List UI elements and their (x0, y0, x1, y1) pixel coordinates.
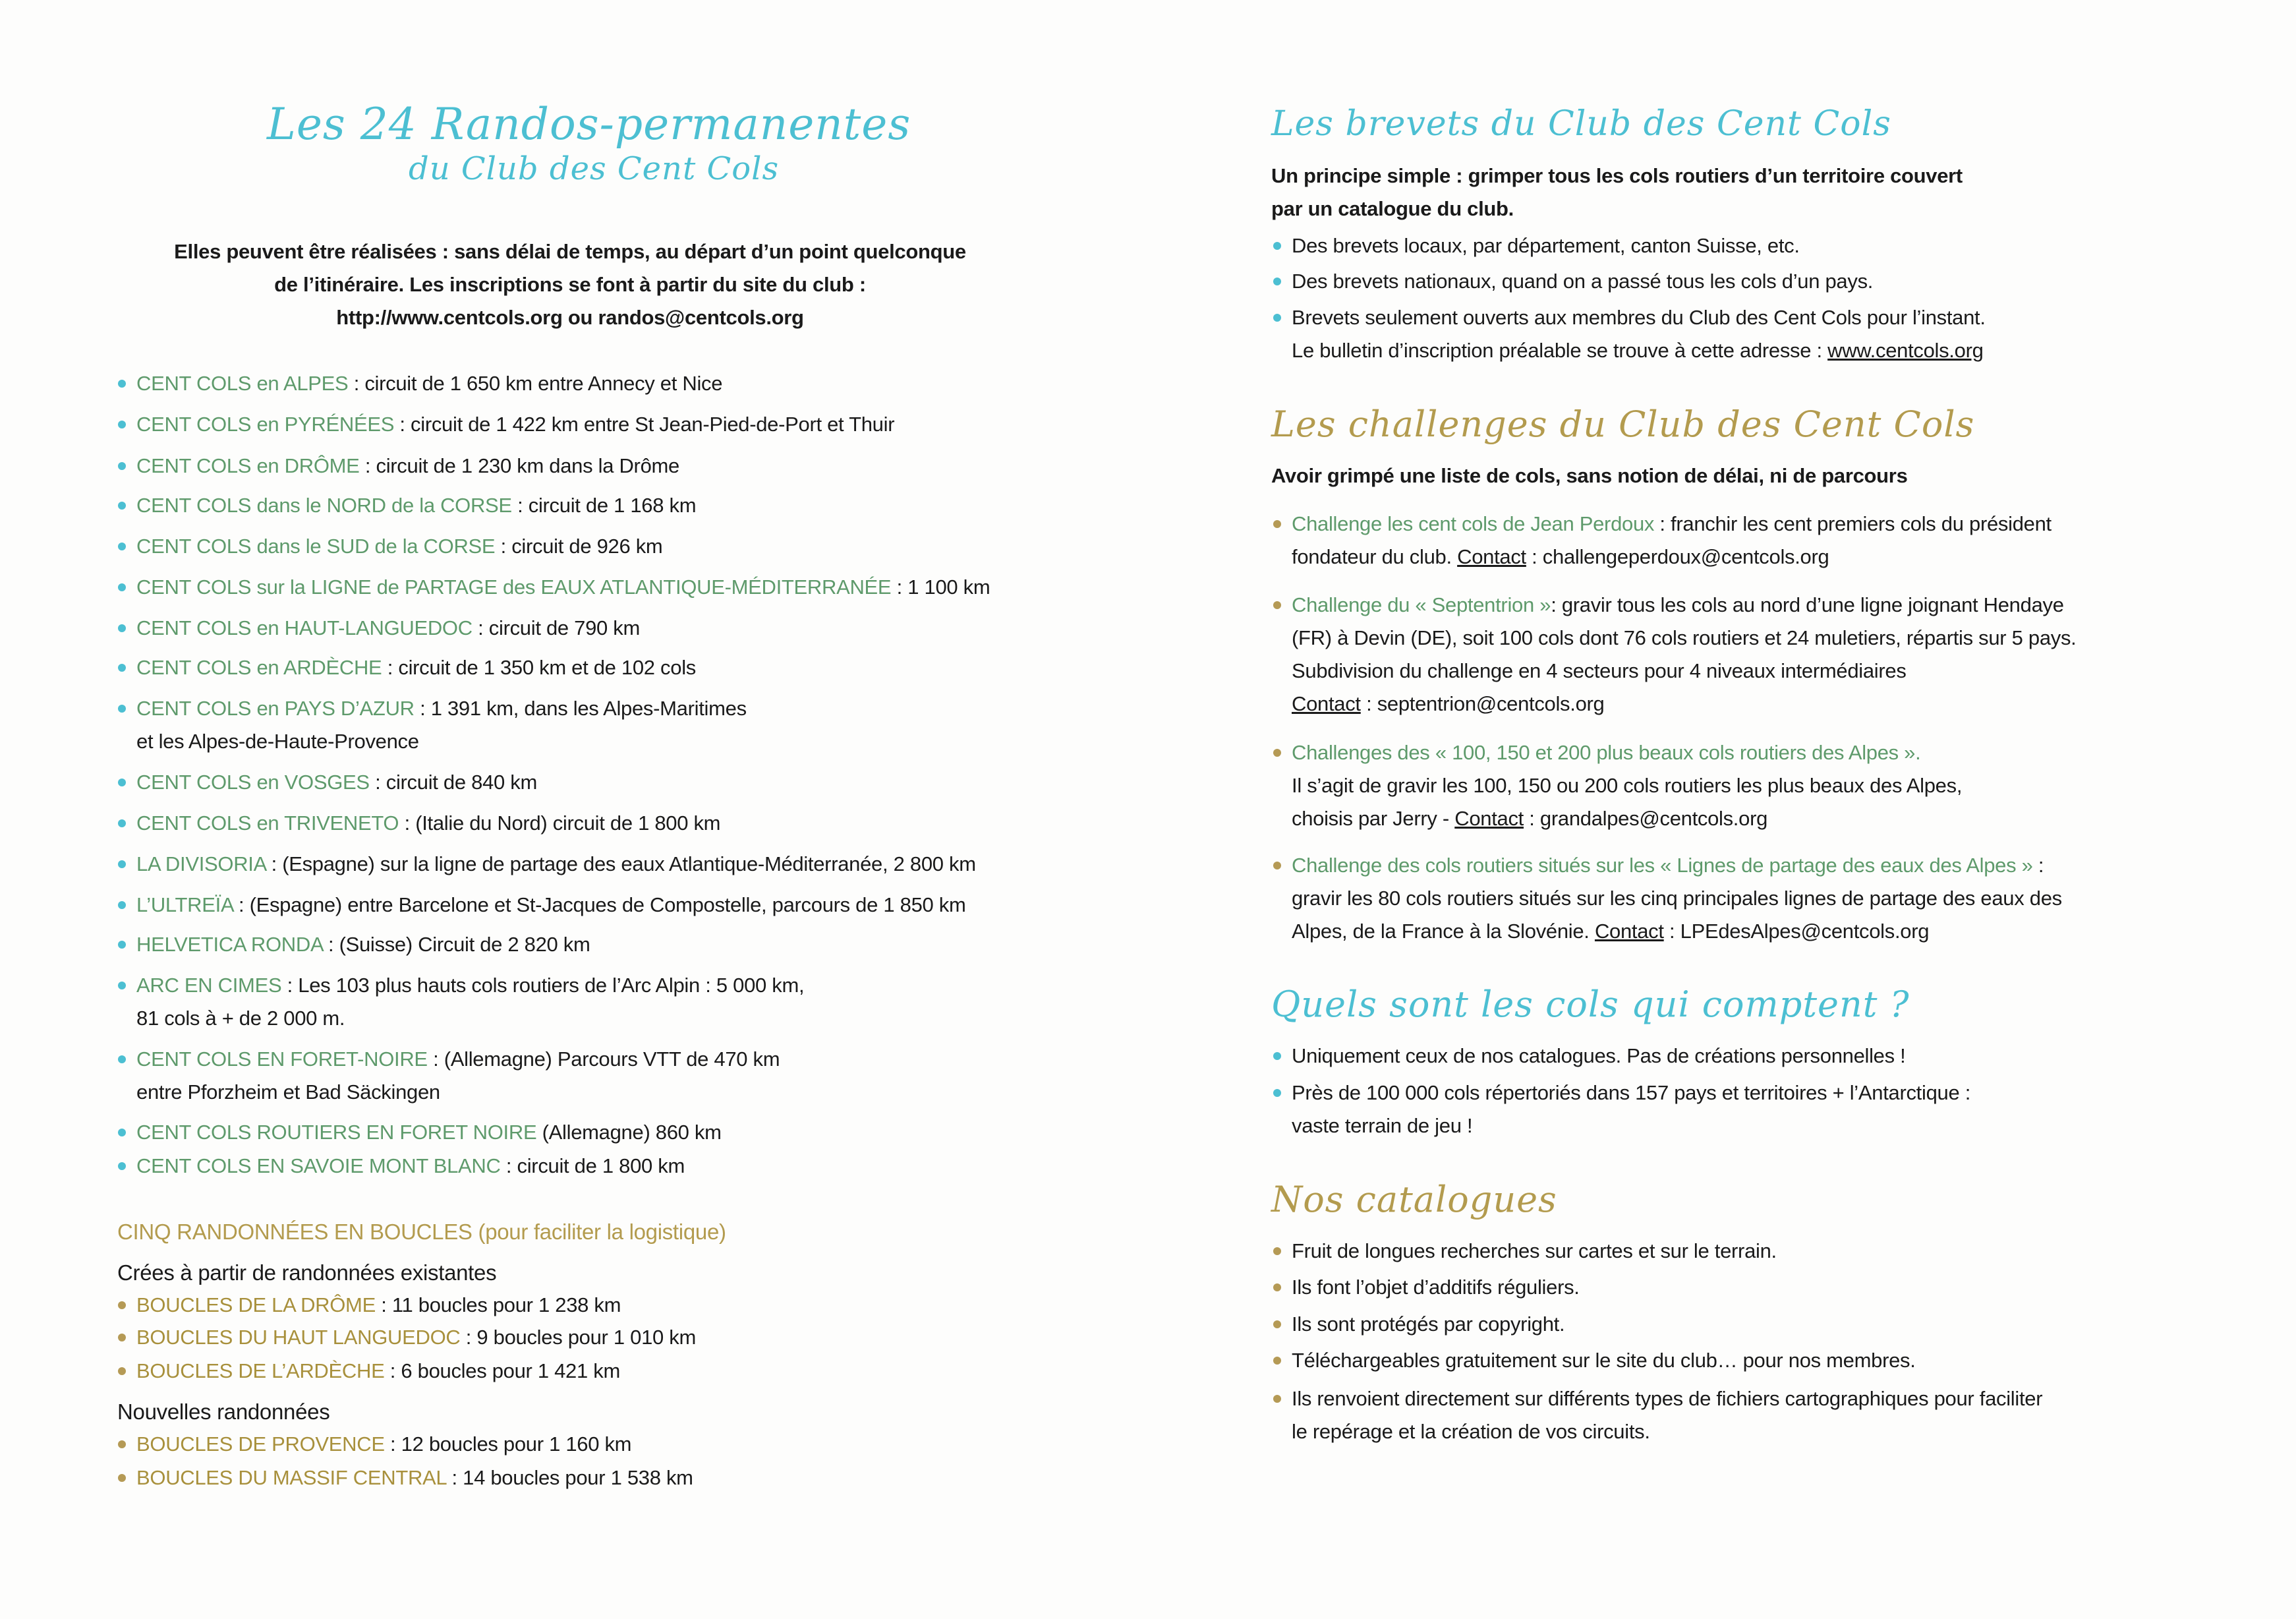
challenge-contact-email: : septentrion@centcols.org (1360, 692, 1605, 715)
catalogues-title: Nos catalogues (1271, 1179, 1557, 1220)
item-desc: : (Italie du Nord) circuit de 1 800 km (399, 811, 721, 835)
bullet-icon (118, 1162, 126, 1170)
challenge-text: : franchir les cent premiers cols du président (1654, 512, 2052, 535)
challenge-text: fondateur du club. (1292, 545, 1458, 568)
bullet-icon (118, 502, 126, 510)
item-line (1292, 229, 1800, 262)
challenge-line (1292, 736, 1962, 769)
brevets-title: Les brevets du Club des Cent Cols (1271, 104, 1891, 144)
challenge-name: Challenge des cols routiers situés sur les « Lignes de partage des eaux des Alpes » (1292, 854, 2033, 877)
intro-line: Elles peuvent être réalisées : sans délai de temps, au départ d’un point quelconque (174, 240, 966, 263)
item-line (1292, 1271, 1580, 1304)
item-text: Ils sont protégés par copyright. (1292, 1312, 1565, 1336)
bullet-icon (118, 421, 126, 428)
brevets-lead-line: par un catalogue du club. (1271, 197, 1514, 220)
challenge-item (1292, 589, 2076, 721)
item-text: Des brevets nationaux, quand on a passé tous les cols d’un pays. (1292, 270, 1874, 293)
list-item (136, 367, 722, 400)
item-text: Ils font l’objet d’additifs réguliers. (1292, 1276, 1580, 1299)
item-continuation (136, 1076, 780, 1109)
bullet-icon (1273, 1395, 1281, 1403)
item-line (1292, 1382, 2042, 1415)
challenge-line (1292, 882, 2062, 915)
list-item (136, 889, 965, 922)
list-item (136, 530, 662, 563)
item-name: CENT COLS en ARDÈCHE (136, 656, 382, 679)
list-item (136, 612, 640, 645)
item-line (1292, 265, 1873, 298)
item-desc: : circuit de 1 168 km (511, 494, 697, 517)
bullet-icon (1273, 1247, 1281, 1255)
item-name: CENT COLS en DRÔME (136, 454, 360, 477)
loops-heading-note: (pour faciliter la logistique) (472, 1220, 726, 1244)
item-name: CENT COLS sur la LIGNE de PARTAGE des EAUX ATLANTIQUE-MÉDITERRANÉE (136, 575, 892, 599)
item-name: BOUCLES DU MASSIF CENTRAL (136, 1466, 447, 1489)
item-text: Ils renvoient directement sur différents types de fichiers cartographiques pour faciliter (1292, 1387, 2043, 1410)
item-line (1292, 1040, 1905, 1073)
item-name: CENT COLS dans le NORD de la CORSE (136, 494, 512, 517)
bullet-icon (118, 543, 126, 550)
challenge-text: Il s’agit de gravir les 100, 150 ou 200 cols routiers les plus beaux des Alpes, (1292, 774, 1963, 797)
item-desc: : Les 103 plus hauts cols routiers de l’Arc Alpin : 5 000 km, (281, 974, 805, 997)
challenge-item (1292, 736, 1962, 835)
challenge-line (1292, 688, 2076, 721)
list-item (1292, 1040, 1905, 1073)
item-name: CENT COLS en PYRÉNÉES (136, 413, 395, 436)
item-desc: : 14 boucles pour 1 538 km (446, 1466, 693, 1489)
item-line (136, 848, 976, 881)
list-item (136, 1289, 621, 1322)
item-line (136, 1043, 780, 1076)
bullet-icon (118, 1334, 126, 1341)
bullet-icon (1273, 314, 1281, 322)
bullet-icon (118, 664, 126, 672)
item-desc: : (Espagne) sur la ligne de partage des eaux Atlantique-Méditerranée, 2 800 km (266, 852, 976, 875)
item-line (136, 1428, 631, 1461)
item-name: HELVETICA RONDA (136, 933, 323, 956)
list-item (1292, 1382, 2042, 1448)
contact-link[interactable]: Contact (1454, 807, 1524, 830)
bullet-icon (118, 380, 126, 388)
item-line (136, 489, 696, 522)
item-desc: : circuit de 790 km (472, 616, 640, 639)
item-line (136, 530, 662, 563)
list-item (136, 1043, 780, 1109)
intro-line: de l’itinéraire. Les inscriptions se font à partir du site du club : (274, 273, 866, 296)
challenge-item (1292, 508, 2052, 574)
item-line (136, 928, 590, 961)
item-line (136, 1461, 693, 1494)
list-item (136, 1150, 685, 1183)
item-line (136, 1150, 685, 1183)
item-name: LA DIVISORIA (136, 852, 266, 875)
challenge-contact-email: : LPEdesAlpes@centcols.org (1663, 920, 1930, 943)
left-title: Les 24 Randos-permanentes (267, 99, 911, 150)
intro-link-line[interactable]: http://www.centcols.org ou randos@centcols.org (336, 306, 804, 329)
list-item (136, 1461, 693, 1494)
intro (119, 235, 1021, 334)
contact-link[interactable]: Contact (1457, 545, 1526, 568)
item-name: CENT COLS ROUTIERS EN FORET NOIRE (136, 1121, 537, 1144)
item-name: BOUCLES DE PROVENCE (136, 1432, 385, 1456)
item-cont: vaste terrain de jeu ! (1292, 1114, 1473, 1137)
challenge-text: Subdivision du challenge en 4 secteurs pour 4 niveaux intermédiaires (1292, 659, 1907, 682)
challenge-contact-email: : grandalpes@centcols.org (1523, 807, 1768, 830)
item-text: Près de 100 000 cols répertoriés dans 157 pays et territoires + l’Antarctique : (1292, 1081, 1971, 1104)
item-desc: (Allemagne) 860 km (536, 1121, 722, 1144)
item-cont: Le bulletin d’inscription préalable se trouve à cette adresse : (1292, 339, 1828, 362)
item-line (136, 1116, 722, 1149)
item-continuation (136, 1002, 804, 1035)
list-item (136, 692, 747, 758)
bullet-icon (1273, 1052, 1281, 1060)
list-item (136, 848, 976, 881)
item-line (136, 692, 747, 725)
challenge-line (1292, 508, 2052, 541)
list-item (136, 651, 696, 684)
challenge-line (1292, 802, 1962, 835)
item-name: BOUCLES DU HAUT LANGUEDOC (136, 1326, 461, 1349)
item-line (136, 408, 894, 441)
list-item (136, 1116, 722, 1149)
item-line (136, 367, 722, 400)
item-desc: : circuit de 1 422 km entre St Jean-Pied-de-Port et Thuir (394, 413, 895, 436)
item-cont: et les Alpes-de-Haute-Provence (136, 730, 419, 753)
item-cont: le repérage et la création de vos circuits. (1292, 1420, 1650, 1443)
challenge-line (1292, 589, 2076, 622)
item-name: CENT COLS dans le SUD de la CORSE (136, 535, 496, 558)
item-line (136, 889, 965, 922)
item-name: CENT COLS en TRIVENETO (136, 811, 399, 835)
item-name: BOUCLES DE LA DRÔME (136, 1293, 376, 1316)
bullet-icon (118, 860, 126, 868)
item-desc: : (Allemagne) Parcours VTT de 470 km (427, 1047, 780, 1071)
challenge-name: Challenge du « Septentrion » (1292, 593, 1551, 616)
bullet-icon (1273, 862, 1281, 869)
item-name: L’ULTREÏA (136, 893, 233, 916)
list-item (1292, 1344, 1916, 1377)
item-line (1292, 1076, 1970, 1109)
bullet-icon (1273, 1283, 1281, 1291)
website-link[interactable]: www.centcols.org (1827, 339, 1984, 362)
list-item (136, 928, 590, 961)
bullet-icon (118, 982, 126, 989)
bullet-icon (118, 941, 126, 949)
bullet-icon (118, 583, 126, 591)
bullet-icon (1273, 749, 1281, 757)
challenge-text: : gravir tous les cols au nord d’une ligne joignant Hendaye (1551, 593, 2064, 616)
challenge-text: (FR) à Devin (DE), soit 100 cols dont 76 cols routiers et 24 muletiers, répartis sur 5 pays. (1292, 626, 2077, 649)
item-line (136, 612, 640, 645)
item-desc: : circuit de 926 km (495, 535, 663, 558)
challenge-line (1292, 541, 2052, 574)
challenge-contact-email: : challengeperdoux@centcols.org (1526, 545, 1829, 568)
item-cont: 81 cols à + de 2 000 m. (136, 1007, 345, 1030)
list-item (136, 807, 720, 840)
bullet-icon (118, 1129, 126, 1136)
challenge-name: Challenges des « 100, 150 et 200 plus beaux cols routiers des Alpes ». (1292, 741, 1921, 764)
bullet-icon (1273, 1089, 1281, 1097)
item-desc: : 9 boucles pour 1 010 km (460, 1326, 696, 1349)
list-item (136, 489, 696, 522)
list-item (136, 450, 679, 483)
bullet-icon (118, 819, 126, 827)
item-line (136, 450, 679, 483)
item-line (136, 766, 537, 799)
list-item (136, 1321, 696, 1354)
item-name: CENT COLS en PAYS D’AZUR (136, 697, 415, 720)
bullet-icon (1273, 520, 1281, 528)
bullet-icon (118, 1474, 126, 1482)
quels-title: Quels sont les cols qui comptent ? (1271, 984, 1910, 1025)
item-continuation (1292, 1415, 2042, 1448)
list-item (1292, 229, 1800, 262)
contact-link[interactable]: Contact (1292, 692, 1361, 715)
item-name: CENT COLS EN FORET-NOIRE (136, 1047, 428, 1071)
item-name: CENT COLS en HAUT-LANGUEDOC (136, 616, 473, 639)
challenge-text: : (2032, 854, 2044, 877)
item-desc: : 6 boucles pour 1 421 km (384, 1359, 620, 1382)
bullet-icon (1273, 278, 1281, 285)
challenge-text: Alpes, de la France à la Slovénie. (1292, 920, 1595, 943)
loops-subheading-existing: Crées à partir de randonnées existantes (117, 1260, 497, 1285)
item-line (1292, 1344, 1916, 1377)
loops-heading-title: CINQ RANDONNÉES EN BOUCLES (117, 1220, 473, 1244)
item-line (136, 1289, 621, 1322)
bullet-icon (1273, 1320, 1281, 1328)
bullet-icon (1273, 601, 1281, 609)
item-line (136, 1355, 620, 1388)
list-item (1292, 301, 1986, 367)
item-text: Brevets seulement ouverts aux membres du Club des Cent Cols pour l’instant. (1292, 306, 1986, 329)
bullet-icon (118, 1301, 126, 1309)
item-name: CENT COLS en ALPES (136, 372, 349, 395)
list-item (1292, 1076, 1970, 1142)
item-desc: : (Espagne) entre Barcelone et St-Jacques de Compostelle, parcours de 1 850 km (233, 893, 966, 916)
item-desc: : circuit de 1 800 km (500, 1154, 685, 1177)
item-line (136, 1321, 696, 1354)
item-desc: : circuit de 1 650 km entre Annecy et Nice (348, 372, 723, 395)
challenge-line (1292, 915, 2062, 948)
item-line (1292, 301, 1986, 334)
item-desc: : (Suisse) Circuit de 2 820 km (322, 933, 590, 956)
item-text: Des brevets locaux, par département, canton Suisse, etc. (1292, 234, 1800, 257)
item-line (136, 969, 804, 1002)
item-line (1292, 1308, 1564, 1341)
item-desc: : 12 boucles pour 1 160 km (384, 1432, 632, 1456)
challenge-item (1292, 849, 2062, 948)
list-item (1292, 1235, 1777, 1268)
left-subtitle: du Club des Cent Cols (409, 150, 780, 187)
list-item (1292, 1308, 1564, 1341)
bullet-icon (118, 901, 126, 909)
item-cont: entre Pforzheim et Bad Säckingen (136, 1080, 440, 1104)
loops-heading (117, 1216, 726, 1249)
bullet-icon (118, 624, 126, 632)
item-desc: : circuit de 840 km (369, 771, 537, 794)
bullet-icon (1273, 1357, 1281, 1365)
item-line (1292, 1235, 1777, 1268)
bullet-icon (118, 1440, 126, 1448)
item-desc: : circuit de 1 350 km et de 102 cols (382, 656, 696, 679)
item-name: BOUCLES DE L’ARDÈCHE (136, 1359, 385, 1382)
bullet-icon (1273, 242, 1281, 250)
list-item (1292, 1271, 1580, 1304)
bullet-icon (118, 779, 126, 786)
contact-link[interactable]: Contact (1594, 920, 1664, 943)
list-item (136, 1428, 631, 1461)
item-name: ARC EN CIMES (136, 974, 282, 997)
item-desc: : 1 100 km (891, 575, 990, 599)
challenge-line (1292, 655, 2076, 688)
challenge-line (1292, 622, 2076, 655)
item-desc: : circuit de 1 230 km dans la Drôme (359, 454, 679, 477)
challenge-line (1292, 849, 2062, 882)
item-text: Téléchargeables gratuitement sur le site du club… pour nos membres. (1292, 1349, 1916, 1372)
item-line (136, 651, 696, 684)
item-desc: : 1 391 km, dans les Alpes-Maritimes (414, 697, 747, 720)
item-text: Fruit de longues recherches sur cartes et sur le terrain. (1292, 1239, 1777, 1262)
challenge-name: Challenge les cent cols de Jean Perdoux (1292, 512, 1655, 535)
list-item (136, 766, 537, 799)
brevets-lead-line: Un principe simple : grimper tous les cols routiers d’un territoire couvert (1271, 164, 1963, 187)
item-line (136, 571, 990, 604)
bullet-icon (118, 1367, 126, 1375)
item-continuation (1292, 1109, 1970, 1142)
challenge-line (1292, 769, 1962, 802)
item-name: CENT COLS EN SAVOIE MONT BLANC (136, 1154, 501, 1177)
item-text: Uniquement ceux de nos catalogues. Pas de créations personnelles ! (1292, 1044, 1906, 1067)
challenge-text: choisis par Jerry - (1292, 807, 1455, 830)
bullet-icon (118, 462, 126, 470)
list-item (1292, 265, 1873, 298)
list-item (136, 408, 894, 441)
item-line (136, 807, 720, 840)
challenges-lead: Avoir grimpé une liste de cols, sans notion de délai, ni de parcours (1271, 464, 1908, 487)
list-item (136, 1355, 620, 1388)
brevets-lead (1271, 160, 1963, 225)
item-continuation (136, 725, 747, 758)
list-item (136, 571, 990, 604)
item-name: CENT COLS en VOSGES (136, 771, 370, 794)
bullet-icon (118, 705, 126, 713)
item-continuation (1292, 334, 1986, 367)
item-desc: : 11 boucles pour 1 238 km (375, 1293, 621, 1316)
challenges-title: Les challenges du Club des Cent Cols (1271, 403, 1975, 445)
loops-subheading-new: Nouvelles randonnées (117, 1399, 330, 1424)
challenge-text: gravir les 80 cols routiers situés sur les cinq principales lignes de partage des eaux des (1292, 887, 2062, 910)
list-item (136, 969, 804, 1035)
bullet-icon (118, 1055, 126, 1063)
